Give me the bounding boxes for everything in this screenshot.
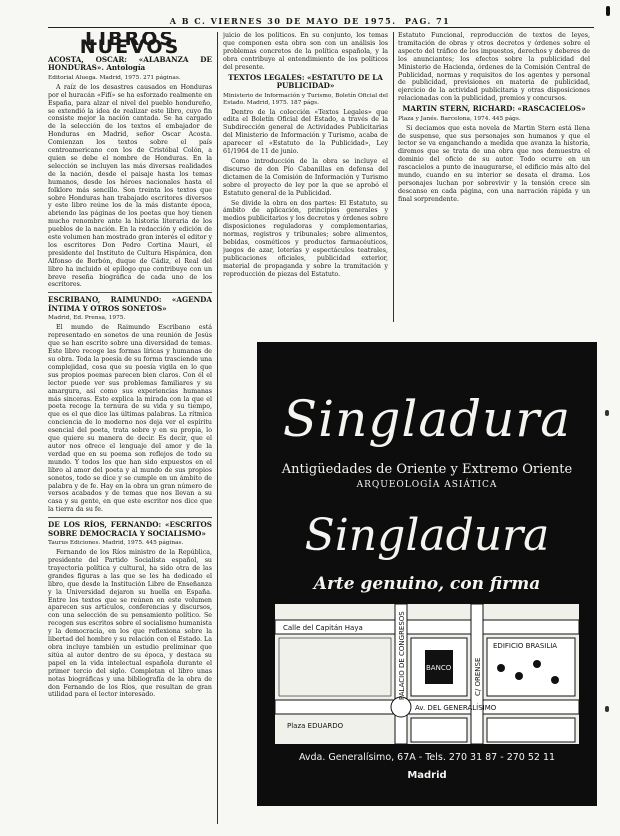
entry-text: Fernando de los Ríos ministro de la República, presidente del Partido Socialista español, su trayectoria política y cultural, ha sido otra de las grandes figuras a las que se les ha dedicado el libro, que desde la Institución Libre de Enseñanza y la Universidad dejaron su huella en España. Entre los textos que se reúnen en este volumen aparecen sus artículos, conferencias y discursos, con una selección de su pensamiento político. Se recogen sus escritos sobre el socialismo humanista y la democracia, en los que reflexiona sobre la libertad del hombre y su relación con el Estado. La obra incluye también un estudio preliminar que sitúa al autor dentro de su época, y destaca su papel en la vida intelectual española durante el primer tercio del siglo. Completan el libro unas notas biográficas y una bibliografía de la obra de don Fernando de los Ríos, que resultan de gran utilidad para el lector interesado. (48, 549, 212, 699)
middle-column (223, 32, 388, 322)
ad-city: Madrid (407, 770, 447, 781)
map-tree (497, 664, 505, 672)
book-entry (48, 521, 212, 699)
singladura-advertisement (257, 342, 597, 806)
map-block (411, 718, 467, 742)
map-label-plaza: Plaza EDUARDO (287, 722, 344, 730)
ad-address: Avda. Generalísimo, 67A - Tels. 270 31 87 - 270 52 11 (298, 752, 556, 763)
map-label-edificio: EDIFICIO BRASILIA (493, 642, 558, 650)
map-label-vertical-left: PALACIO DE CONGRESOS (398, 611, 406, 700)
header-page-number: PAG. 71 (404, 16, 451, 26)
location-map (275, 604, 579, 744)
ad-headline: Antigüedades de Oriente y Extremo Oriente (281, 462, 573, 477)
column-divider (217, 32, 218, 824)
entry-text: El mundo de Raimundo Escribano está representado en sonetos de una reunión de Jesús que se han escrito sobre una diversidad de temas. Este libro recoge las formas líricas y humanas de su obra. Toda la poesía de su forma trasciende una complejidad, cosa que su poesía vigila en lo que sus propios poemas parecen bien claros. Con él el lector puede ver sus problemas familiares y su amargura, así como sus experiencias humanas más sinceras. Esto explica la mirada con la que el poeta recoge la ternura de su vida y su tiempo, que es el que dice las últimas palabras. La rítmica conciencia de lo moderno nos deja ver el espíritu esencial del poeta, trata sobre y en su propia, lo que quiere su manera de decir. Es decir, que el autor nos ofrece el lenguaje del amor y de la verdad que en su poema son reflejos de todo su mundo. Y todos los que han sido expuestos en el libro al amor del poeta y al mundo de sus propios sonetos, todo se dice y se cumple en un ámbito de palabra y de fe. Hay en la obra un gran número de versos acabados y de temas que nos llevan a su casa y su gente, en que este escritor nos dice que la tierra da su fe. (48, 324, 212, 514)
entry-text: Si deciamos que esta novela de Martin Stern está llena de suspense, que sus personajes son humanos y que el lector se va enganchando a medida que avanza la historia, diremos que se trata de una obra que nos demuestra el dominio del oficio de su autor. Todo ocurre en un rascacielos a punto de inaugurarse, el edificio más alto del mundo, cuando en su interior se desata el drama. Los personajes luchan por sobrevivir y la tensión crece sin descanso en cada página, con una narración rápida y un final sorprendente. (398, 124, 590, 203)
header-date: VIERNES 30 DE MAYO DE 1975. (210, 16, 397, 26)
entry-heading: DE LOS RÍOS, FERNANDO: «ESCRITOS SOBRE DEMOCRACIA Y SOCIALISMO» (48, 520, 212, 538)
entry-heading: TEXTOS LEGALES: «ESTATUTO DE LA PUBLICIDAD» (228, 72, 383, 91)
right-column (398, 32, 590, 322)
entry-heading: ESCRIBANO, RAIMUNDO: «AGENDA ÍNTIMA Y OTROS SONETOS» (48, 295, 212, 313)
map-label-generalisimo: Av. DEL GENERALÍSIMO (415, 704, 497, 712)
book-entry (48, 56, 212, 290)
book-entry (48, 296, 212, 514)
continued-text: juicio de los políticos. En su conjunto, los temas que componen esta obra son con un análisis los problemas concretos de la política española, y la obra contribuye al entendimiento de los políticos del presente. (223, 32, 388, 71)
map-block (279, 638, 391, 696)
column-divider (393, 32, 394, 322)
continued-text: Estatuto Funcional, reproducción de textos de leyes, tramitación de obras y otros decretos y órdenes sobre el aspecto del tráfico de los impuestos, derechos y deberes de los anunciantes; los efectos sobre la publicidad del Ministerio de Hacienda, órdenes de la Comisión Central de Publicidad, normas y requisitos de los agentes y personal de publicidad, previsiones en materia de publicidad, ejercicio de la actividad publicitaria y otras disposiciones relacionadas con la publicidad, premios y concursos. (398, 32, 590, 103)
map-tree (551, 676, 559, 684)
entry-publication: Editorial Aluega. Madrid, 1975. 271 páginas. (48, 74, 181, 81)
entry-heading: MARTIN STERN, RICHARD: «RASCACIELOS» (402, 104, 586, 114)
entry-text: Dentro de la colección «Textos Legales» que edita el Boletín Oficial del Estado, a través de la Subdirección general de Actividades Publicitarias del Ministerio de Información y Turismo, acaba de aparecer el «Estatuto de la Publicidad», Ley 61/1964 de 11 de junio. (223, 108, 388, 156)
print-mark (605, 410, 609, 416)
map-tree (515, 672, 523, 680)
ad-logo-top: Singladura (282, 390, 572, 448)
section-title: LIBROS NUEVOS (79, 32, 181, 58)
map-label-capitan-haya: Calle del Capitán Haya (283, 624, 363, 632)
entry-publication: Plaza y Janés. Barcelona, 1974. 445 págs. (398, 115, 521, 122)
map-block (487, 718, 575, 742)
entry-publication: Madrid, Ed. Prensa, 1975. (48, 315, 126, 322)
ad-tagline: Arte genuino, con firma (313, 574, 541, 594)
ad-logo-bottom: Singladura (304, 510, 550, 561)
entry-text: A raíz de los desastres causados en Honduras por el huracán «Fifí» se ha esforzado realmente en España, para alzar el nivel del pueblo hondureño, se extendió la idea de realizar este libro, cuyo fin consiste mejor la nación cantada. Se ha cargado de la selección de los textos el embajador de Honduras en Madrid, señor Oscar Acosta. Comienzan los textos sobre el país centroamericano con los de Cristóbal Colón, a quien se debe el nombre de Honduras. En la selección se incluyen las más diversas realidades de la nación, desde el paisaje hasta los temas humanos, desde los héroes nacionales hasta el folklore más sencillo. Son treinta los textos que sobre Honduras han trabajado escritores diversos y este libro reúne los de la más distante época, abriendo las páginas de los poetas que hoy tienen mucho renombre ante la historia literaria de los pueblos de la nación. En la redacción y edición de este volumen han mostrado gran interés el editor y los escritores Don Pedro Cortina Mauri, el presidente del Instituto de Cultura Hispánica, don Alfonso de Borbón, duque de Cádiz, el Real del libro ha incluido el epílogo que contribuye con un breve reseña biográfica de cada uno de los escritores. (48, 83, 212, 289)
header-publication: A B C. (169, 16, 207, 26)
entry-publication: Ministerio de Información y Turismo, Boletín Oficial del Estado. Madrid, 1975. 187 págs. (223, 92, 388, 106)
ad-subheadline: ARQUEOLOGÍA ASIÁTICA (356, 480, 498, 490)
entry-divider (48, 517, 212, 518)
print-mark (606, 6, 610, 16)
entry-divider (48, 292, 212, 293)
header-rule (48, 27, 594, 28)
map-label-vertical-right: C/ ORENSE (474, 657, 482, 696)
map-tree (533, 660, 541, 668)
print-mark (605, 706, 609, 712)
map-label-shop: BANCO (426, 664, 452, 672)
entry-publication: Taurus Ediciones. Madrid, 1975. 445 páginas. (48, 540, 184, 547)
entry-text: Se divide la obra en dos partes: El Estatuto, su ámbito de aplicación, principios generales y medios publicitarios y los decretos y órdenes sobre disposiciones reguladoras y complementarias, normas, registros y tribunales; sobre alimentos, bebidas, cosméticos y productos farmacéuticos, juegos de azar, loterías y espectáculos teatrales, publicaciones oficiales, publicidad exterior, material de propaganda y sobre la tramitación y reproducción de piezas del Estatuto. (223, 199, 388, 278)
entry-heading: ACOSTA, OSCAR: «ALABANZA DE HONDURAS». Antología (48, 54, 212, 73)
entry-text: Como introducción de la obra se incluye el discurso de don Pío Cabanillas en defensa del dictamen de la Comisión de Información y Turismo sobre el proyecto de ley por la que se aprobó el Estatuto general de la Publicidad. (223, 157, 388, 197)
left-column (48, 32, 212, 824)
page-header (0, 16, 620, 26)
